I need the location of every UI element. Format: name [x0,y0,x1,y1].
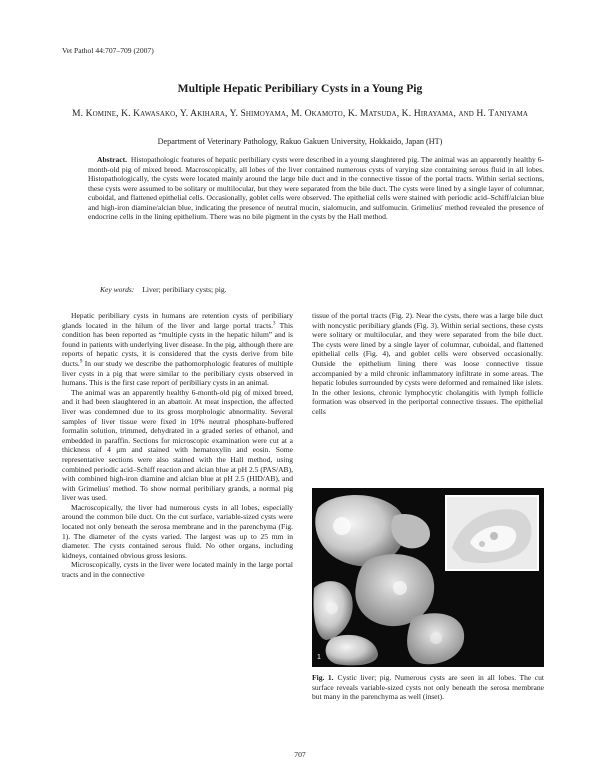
abstract-text: Histopathologic features of hepatic peribiliary cysts were described in a young slaughtered pig. The animal was an apparently healthy 6-month-old pig of mixed breed. Macroscopically, all lobes of the liver contained numerous cysts of varying size containing serous fluid in all lobes. Histopathologically, the cysts were located mainly around the large bile duct and in the connective tissue of the portal tracts. Within serial sections, these cysts were assumed to be solitary or multilocular, but they were separated from the bile duct. The cysts were lined by a single layer of columnar, cuboidal, and flattened epithelial cells. Occasionally, goblet cells were observed. The epithelial cells were stained with periodic acid–Schiff/alcian blue and high-iron diamine/alcian blue, indicating the presence of neutral mucin, sialomucin, and sulfomucin. Grimelius' method revealed the presence of endocrine cells in the lining epithelium. There was no bile pigment in the cysts by the Hall method. [88,155,544,221]
paragraph: tissue of the portal tracts (Fig. 2). Near the cysts, there was a large bile duct with noncystic peribiliary glands (Fig. 3). Within serial sections, these cysts were solitary or multilocular, and they were separated from the bile duct. The cysts were lined by a single layer of columnar, cuboidal, and flattened epithelial cells (Fig. 4), and goblet cells were observed occasionally. Outside the epithelium lining there was loose connective tissue accompanied by a mild chronic inflammatory infiltrate in some areas. The hepatic lobules surrounded by cysts were deformed and remained like islets. In the other lesions, chronic lymphocytic cholangitis with lymph follicle formation was observed in the periportal connective tissues. The epithelial cells [312,311,543,416]
journal-citation: Vet Pathol 44:707–709 (2007) [62,46,154,55]
paragraph: Macroscopically, the liver had numerous cysts in all lobes, especially around the common bile duct. On the cut surface, variable-sized cysts were located not only beneath the serosa membrane and in the parenchyma (Fig. 1). The diameter of the cysts varied. The largest was up to 25 mm in diameter. The cysts contained serous fluid. No other organs, including kidneys, contained obvious gross lesions. [62,502,293,560]
svg-text:1: 1 [317,654,321,661]
page-number: 707 [294,750,306,759]
paragraph: The animal was an apparently healthy 6-month-old pig of mixed breed, and it had been slaughtered in an abattoir. At meat inspection, the affected liver was condemned due to its gross morphologic abnormality. Several samples of liver tissue were fixed in 10% neutral phosphate-buffered formalin solution, trimmed, dehydrated in a graded series of ethanol, and embedded in paraffin. Sections for microscopic examination were cut at a thickness of 4 μm and stained with hematoxylin and eosin. Some representative sections were also stained with the Hall method, using combined periodic acid–Schiff reaction and alcian blue at pH 2.5 (PAS/AB), with combined high-iron diamine and alcian blue at pH 2.5 (HID/AB), and with Grimelius' method. To show normal peribiliary grands, a normal pig liver was used. [62,387,293,503]
body-column-right [312,311,543,417]
paragraph: Hepatic peribiliary cysts in humans are retention cysts of peribiliary glands located in the hilum of the liver and large portal tracts.$^3$ This condition has been reported as “multiple cysts in the hepatic hilum” and is found in patients with underlying liver disease. In the pig, although there are reports of hepatic cysts, it is considered that the cysts derive from bile ducts.$^9$ In our study we describe the pathomorphologic features of multiple liver cysts in a pig that were similar to the peribiliary cysts observed in humans. This is the first case report of peribiliary cysts in an animal. [62,311,293,388]
body-column-left [62,311,293,580]
liver-photo-illustration [312,488,544,667]
keywords [100,285,227,294]
abstract [88,155,544,222]
author-list: M. Komine, K. Kawasako, Y. Akihara, Y. Shimoyama, M. Okamoto, K. Matsuda, K. Hirayama, and H. Taniyama [72,108,528,119]
keywords-text: Liver; peribiliary cysts; pig. [142,285,227,294]
figure-label: Fig. 1. [312,673,334,682]
figure-caption-text: Cystic liver; pig. Numerous cysts are seen in all lobes. The cut surface reveals variable-sized cysts not only beneath the serosa membrane but many in the parenchyma as well (inset). [312,673,544,702]
paragraph: Microscopically, cysts in the liver were located mainly in the large portal tracts and in the connective [62,560,293,580]
keywords-label: Key words: [100,285,135,294]
figure-1-liver-photo [312,488,544,667]
affiliation: Department of Veterinary Pathology, Rakuo Gakuen University, Hokkaido, Japan (HT) [157,137,443,146]
article-title: Multiple Hepatic Peribiliary Cysts in a Young Pig [177,82,423,95]
figure-1-caption [312,673,544,702]
reference-marker: 9 [79,359,83,365]
abstract-label: Abstract. [97,155,127,164]
reference-marker: 3 [273,321,276,327]
